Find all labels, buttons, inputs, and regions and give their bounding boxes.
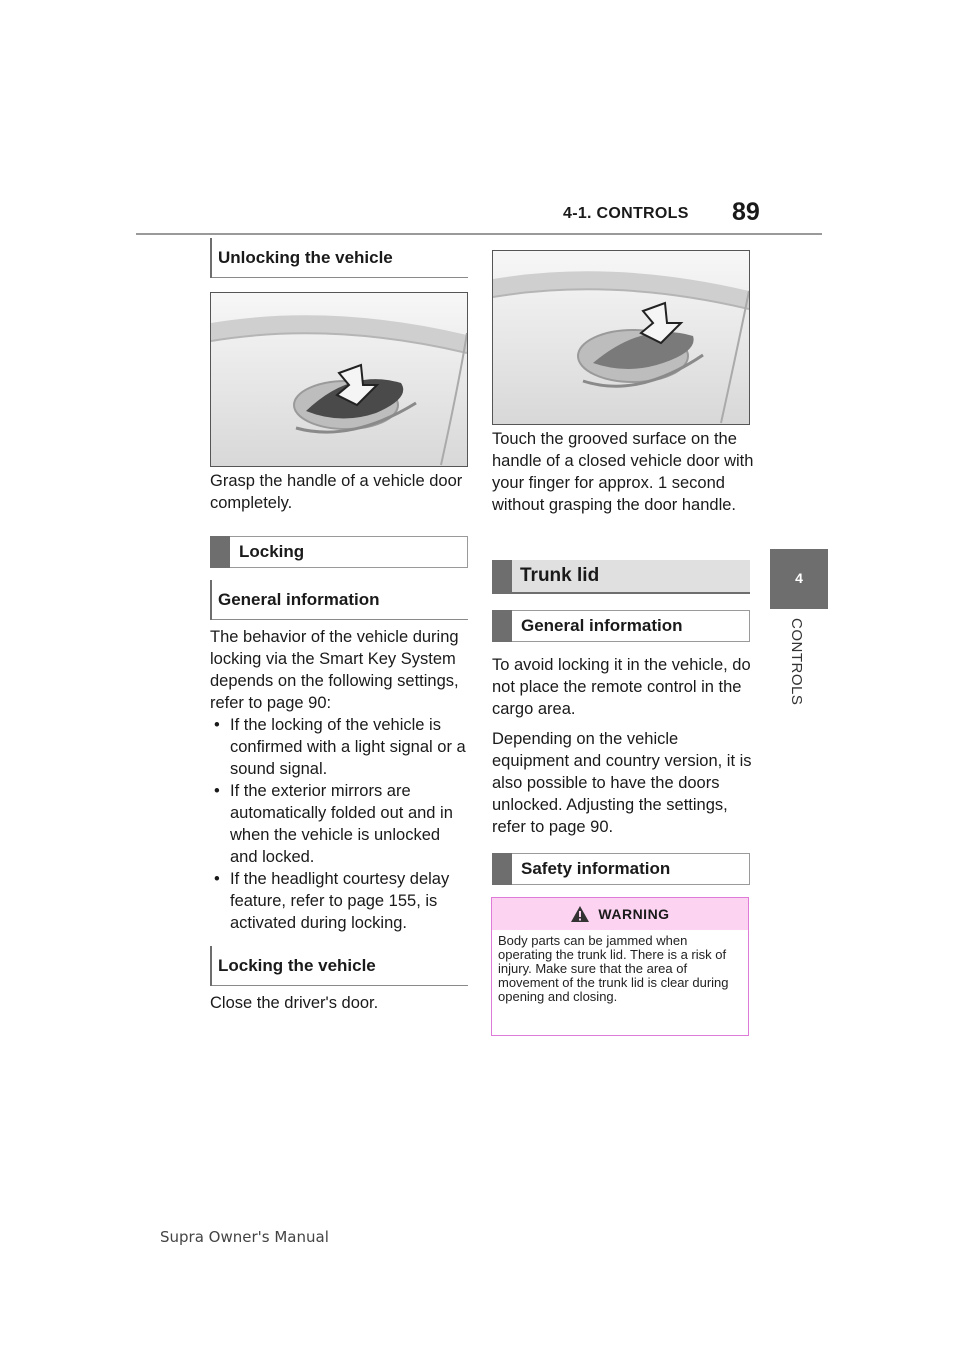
heading-text: Safety information — [521, 859, 671, 878]
door-handle-touch-icon — [493, 251, 749, 424]
unlocking-text: Grasp the handle of a vehicle door completely. — [210, 472, 463, 512]
section-title: 4-1. CONTROLS — [563, 205, 689, 222]
heading-general-information-locking — [210, 580, 468, 620]
door-handle-icon — [211, 293, 467, 466]
door-handle-touch-illustration — [492, 250, 750, 425]
chapter-number: 4 — [795, 570, 803, 586]
heading-locking — [210, 536, 468, 568]
warning-header — [492, 898, 748, 930]
touch-instructions — [492, 428, 754, 516]
chapter-label: CONTROLS — [788, 618, 805, 706]
locking-vehicle-text: Close the driver's door. — [210, 994, 379, 1012]
list-item: • If the headlight courtesy delay feature, refer to page 155, is activated during locking. — [210, 868, 470, 934]
warning-text: Body parts can be jammed when operating the trunk lid. There is a risk of injury. Make sure that the area of movement of the trunk lid is clear during opening and closing. — [498, 933, 729, 1004]
unlocking-instructions — [210, 470, 468, 514]
locking-vehicle-body — [210, 992, 468, 1014]
trunk-general-body — [492, 654, 754, 838]
locking-settings-list — [210, 714, 470, 934]
page-number: 89 — [732, 198, 760, 226]
list-item: • If the exterior mirrors are automatically folded out and in when the vehicle is unlocked and locked. — [210, 780, 470, 868]
warning-triangle-icon — [570, 905, 590, 923]
door-handle-grasp-illustration — [210, 292, 468, 467]
trunk-para-2: Depending on the vehicle equipment and country version, it is also possible to have the doors unlocked. Adjusting the settings, refer to page 90. — [492, 730, 752, 836]
header-rule — [136, 233, 822, 235]
heading-text: General information — [521, 616, 683, 635]
list-item: • If the locking of the vehicle is confirmed with a light signal or a sound signal. — [210, 714, 470, 780]
heading-text: General information — [218, 589, 380, 609]
heading-safety-information — [492, 853, 750, 885]
touch-text: Touch the grooved surface on the handle of a closed vehicle door with your finger for approx. 1 second without grasping the door handle. — [492, 430, 754, 514]
heading-text: Locking — [239, 542, 305, 561]
manual-title: Supra Owner's Manual — [160, 1228, 329, 1246]
heading-text: Trunk lid — [520, 565, 600, 586]
trunk-para-1: To avoid locking it in the vehicle, do not place the remote control in the cargo area. — [492, 656, 751, 718]
heading-locking-vehicle — [210, 946, 468, 986]
heading-text: Locking the vehicle — [218, 955, 376, 975]
warning-box — [491, 897, 749, 1036]
warning-title: WARNING — [598, 906, 670, 922]
heading-general-information-trunk — [492, 610, 750, 642]
locking-general-text: The behavior of the vehicle during locking via the Smart Key System depends on the following settings, refer to page 90: — [210, 628, 459, 712]
heading-trunk-lid — [492, 560, 750, 594]
heading-unlocking-vehicle — [210, 238, 468, 278]
locking-general-body — [210, 626, 470, 934]
heading-text: Unlocking the vehicle — [218, 247, 393, 267]
